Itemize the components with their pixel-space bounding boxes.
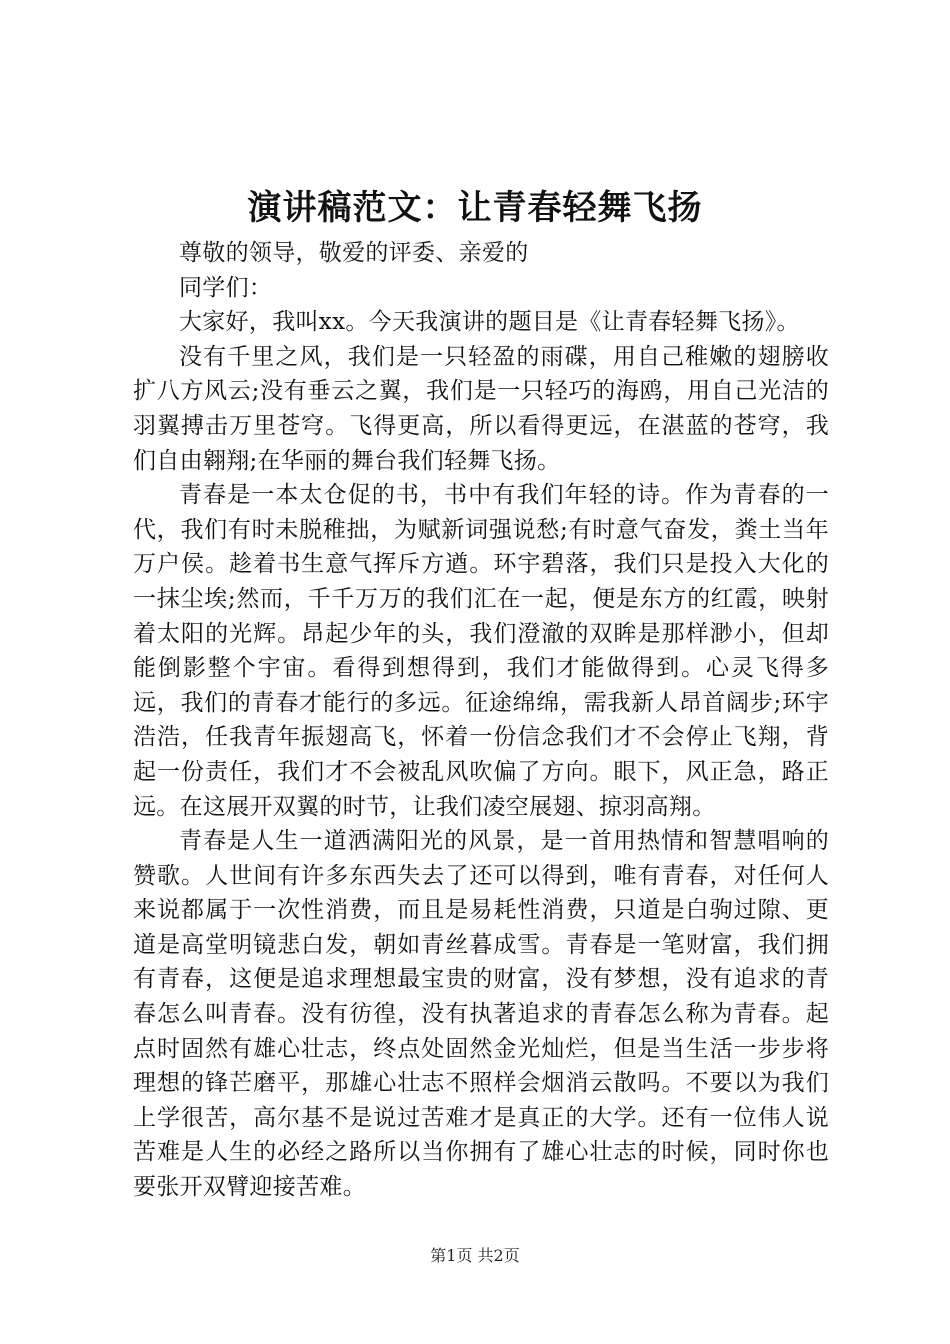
paragraph: 没有千里之风，我们是一只轻盈的雨碟，用自己稚嫩的翅膀收扩八方风云;没有垂云之翼，我们是一只轻巧的海鸥，用自己光洁的羽翼搏击万里苍穹。飞得更高，所以看得更远，在湛蓝的苍穹，我们自由翱翔;在华丽的舞台我们轻舞飞扬。 xyxy=(133,343,829,474)
document-body xyxy=(133,236,829,1205)
paragraph: 青春是人生一道洒满阳光的风景，是一首用热情和智慧唱响的赞歌。人世间有许多东西失去了还可以得到，唯有青春，对任何人来说都属于一次性消费，而且是易耗性消费，只道是白驹过隙、更道是高堂明镜悲白发，朝如青丝暮成雪。青春是一笔财富，我们拥有青春，这便是追求理想最宝贵的财富，没有梦想，没有追求的青春怎么叫青春。没有彷徨，没有执著追求的青春怎么称为青春。起点时固然有雄心壮志，终点处固然金光灿烂，但是当生活一步步将理想的锋芒磨平，那雄心壮志不照样会烟消云散吗。不要以为我们上学很苦，高尔基不是说过苦难才是真正的大学。还有一位伟人说苦难是人生的必经之路所以当你拥有了雄心壮志的时候，同时你也要张开双臂迎接苦难。 xyxy=(133,828,829,1201)
greeting-line: 同学们： xyxy=(179,274,273,301)
paragraph: 大家好，我叫xx。今天我演讲的题目是《让青春轻舞飞扬》。 xyxy=(179,309,800,336)
greeting-line: 尊敬的领导，敬爱的评委、亲爱的 xyxy=(179,240,529,266)
paragraph: 青春是一本太仓促的书，书中有我们年轻的诗。作为青春的一代，我们有时未脱稚拙，为赋新词强说愁;有时意气奋发，粪土当年万户侯。趁着书生意气挥斥方遒。环宇碧落，我们只是投入大化的一抹尘埃;然而，千千万万的我们汇在一起，便是东方的红霞，映射着太阳的光辉。昂起少年的头，我们澄澈的双眸是那样渺小，但却能倒影整个宇宙。看得到想得到，我们才能做得到。心灵飞得多远，我们的青春才能行的多远。征途绵绵，需我新人昂首阔步;环宇浩浩，任我青年振翅高飞，怀着一份信念我们才不会停止飞翔，背起一份责任，我们才不会被乱风吹偏了方向。眼下，风正急，路正远。在这展开双翼的时节，让我们凌空展翅、掠羽高翔。 xyxy=(133,482,829,820)
page-footer: 第1页 共2页 xyxy=(430,1246,520,1265)
document-title: 演讲稿范文：让青春轻舞飞扬 xyxy=(247,188,703,228)
